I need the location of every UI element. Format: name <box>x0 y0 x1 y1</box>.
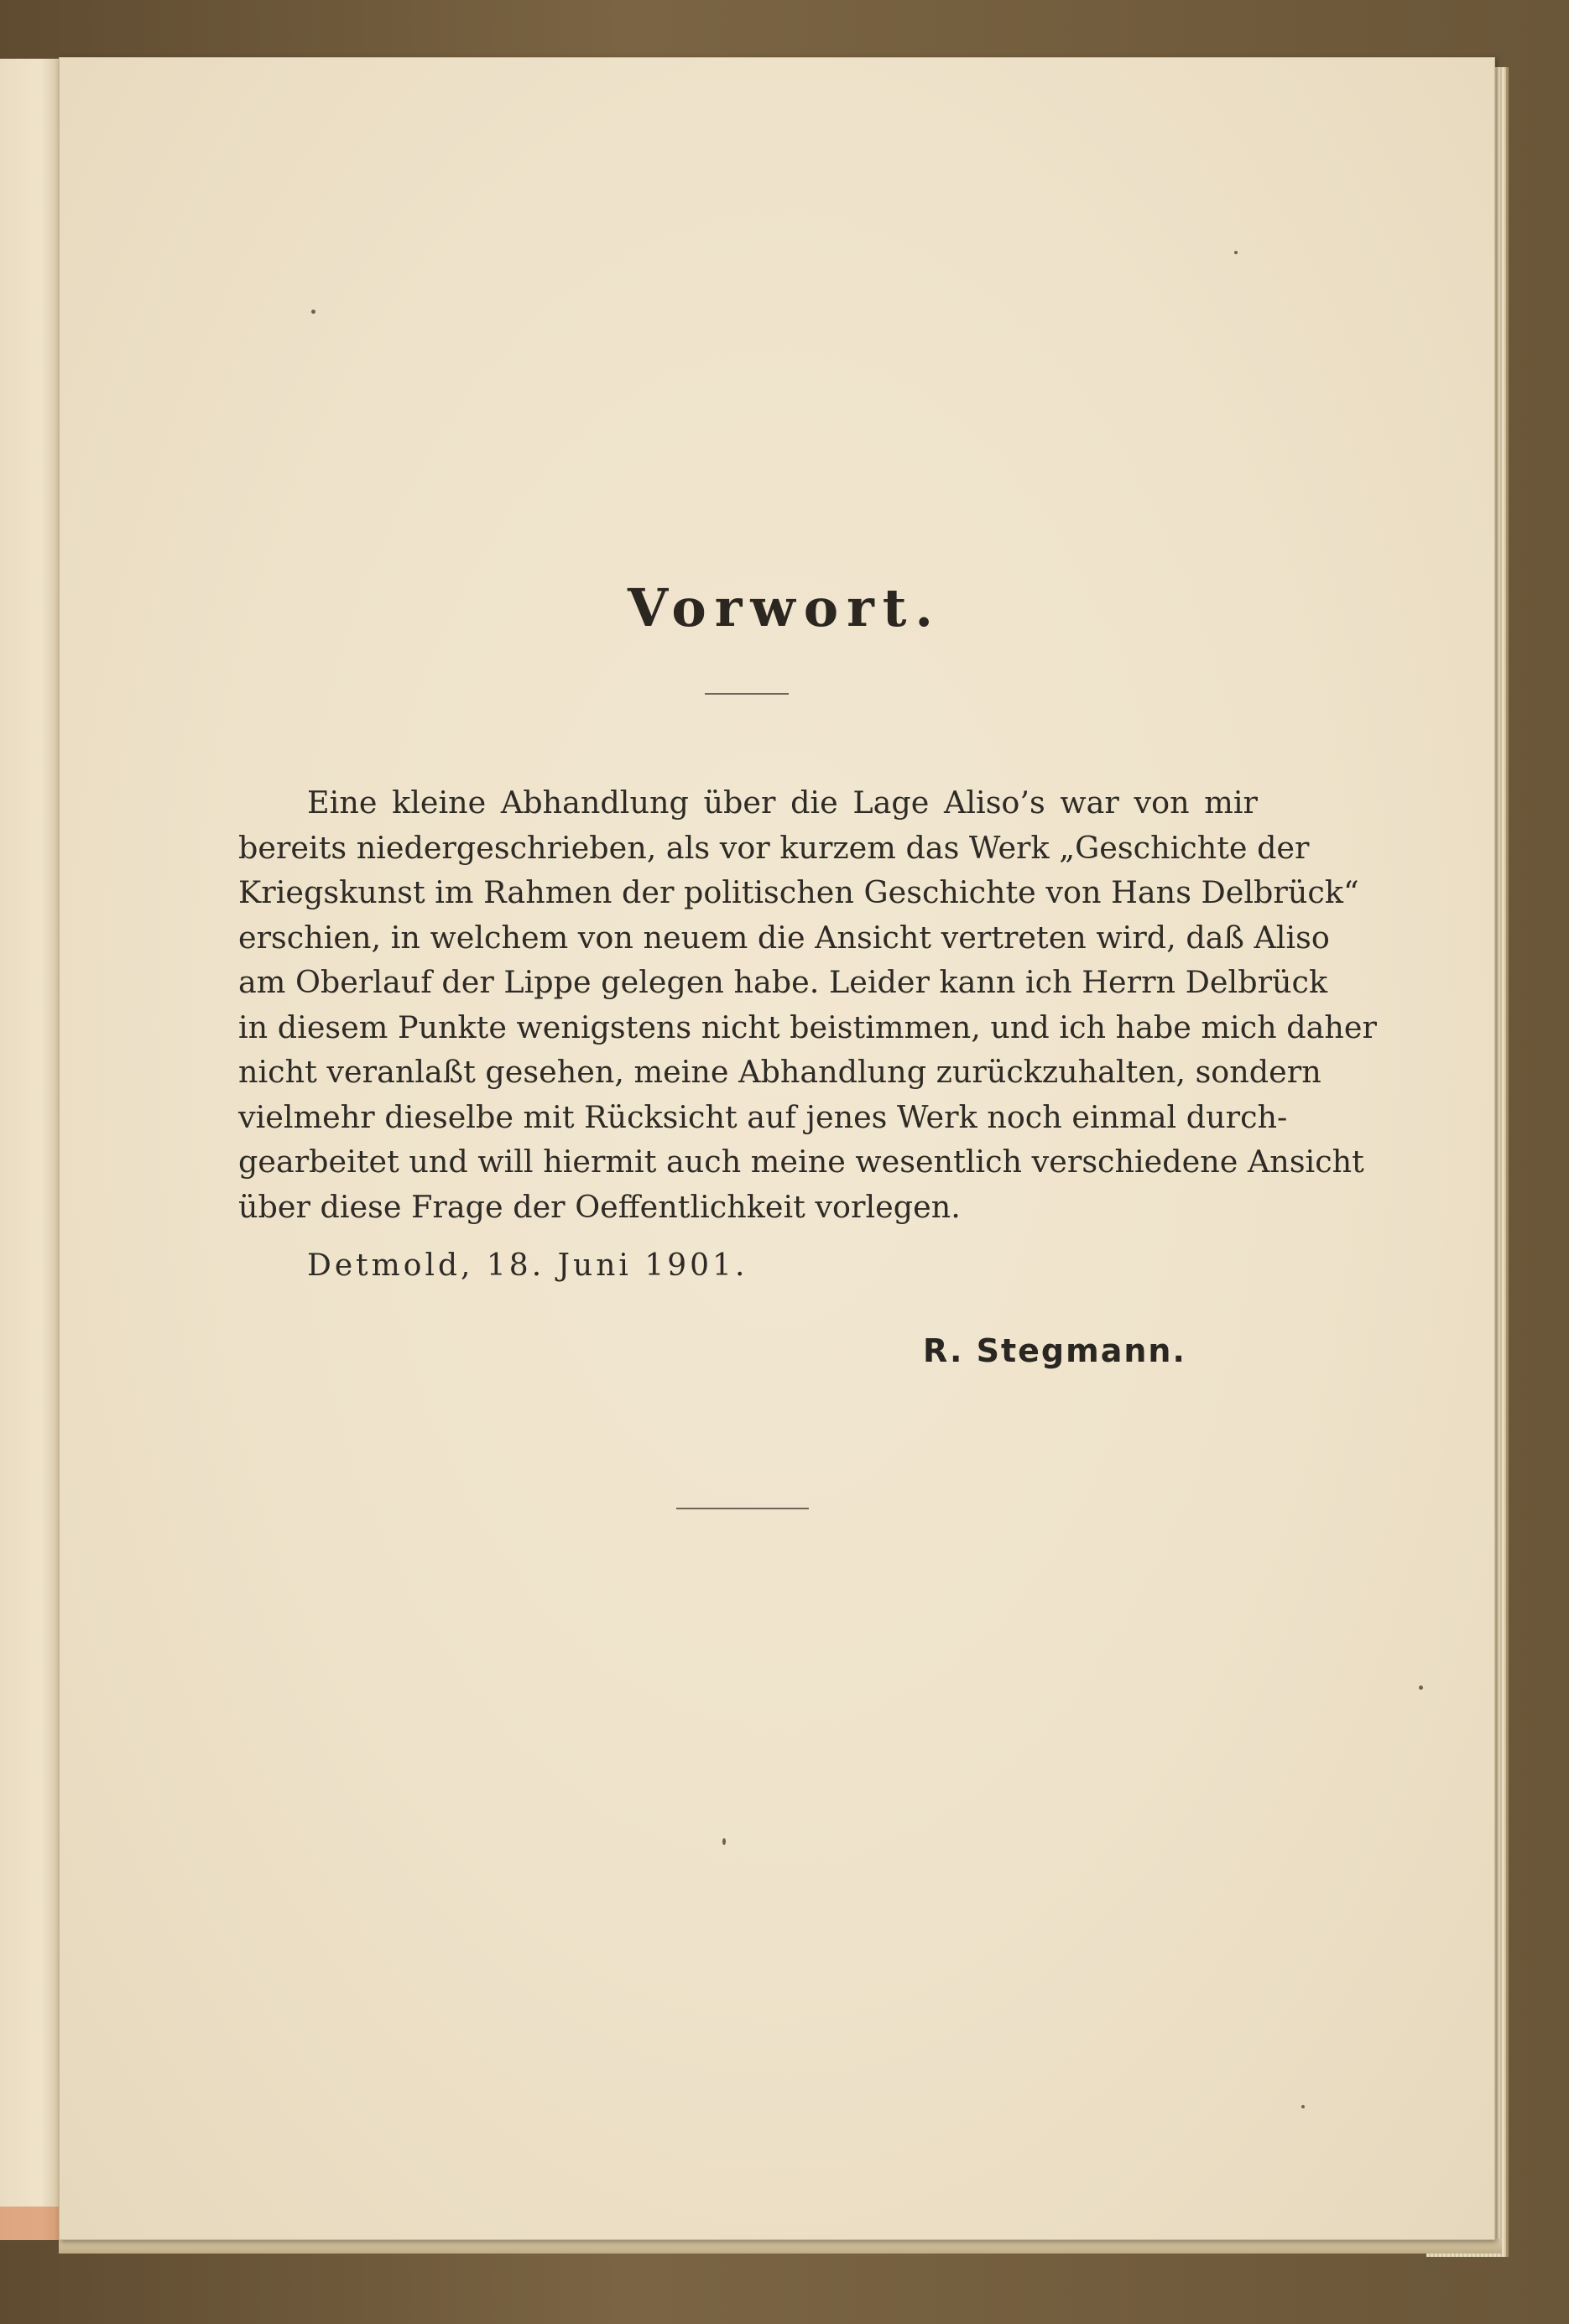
page-bottom-edge <box>59 2238 1502 2254</box>
paper-speck <box>311 310 315 314</box>
page-title: Vorwort. <box>627 577 942 638</box>
text-line: vielmehr dieselbe mit Rücksicht auf jenes Werk noch einmal durch- <box>238 1098 1288 1135</box>
text-line: in diesem Punkte wenigstens nicht beistimmen, und ich habe mich daher <box>238 1008 1377 1045</box>
facing-page-edge <box>0 59 60 2240</box>
text-line: gearbeitet und will hiermit auch meine wesentlich verschiedene Ansicht <box>238 1144 1364 1180</box>
text-line: nicht veranlaßt gesehen, meine Abhandlung zurückzuhalten, sondern <box>238 1054 1321 1090</box>
text-line: Eine kleine Abhandlung über die Lage Aliso’s war von mir <box>307 784 1258 821</box>
author-signature: R. Stegmann. <box>923 1332 1186 1369</box>
paper-speck <box>1301 2105 1305 2108</box>
foreword-paragraph <box>238 780 1377 1229</box>
text-line: erschien, in welchem von neuem die Ansicht vertreten wird, daß Aliso <box>238 919 1330 956</box>
text-line: am Oberlauf der Lippe gelegen habe. Leider kann ich Herrn Delbrück <box>238 964 1328 1000</box>
text-line: Kriegskunst im Rahmen der politischen Geschichte von Hans Delbrück“ <box>238 874 1359 910</box>
paper-speck <box>1419 1686 1423 1690</box>
paper-speck <box>722 1838 726 1845</box>
end-divider <box>676 1508 809 1509</box>
paper-speck <box>1234 251 1238 254</box>
text-line: über diese Frage der Oeffentlichkeit vorlegen. <box>238 1188 961 1225</box>
facing-page-stain <box>0 2207 59 2240</box>
title-divider <box>705 693 789 695</box>
text-line: bereits niedergeschrieben, als vor kurzem das Werk „Geschichte der <box>238 829 1310 866</box>
place-and-date: Detmold, 18. Juni 1901. <box>307 1248 748 1283</box>
